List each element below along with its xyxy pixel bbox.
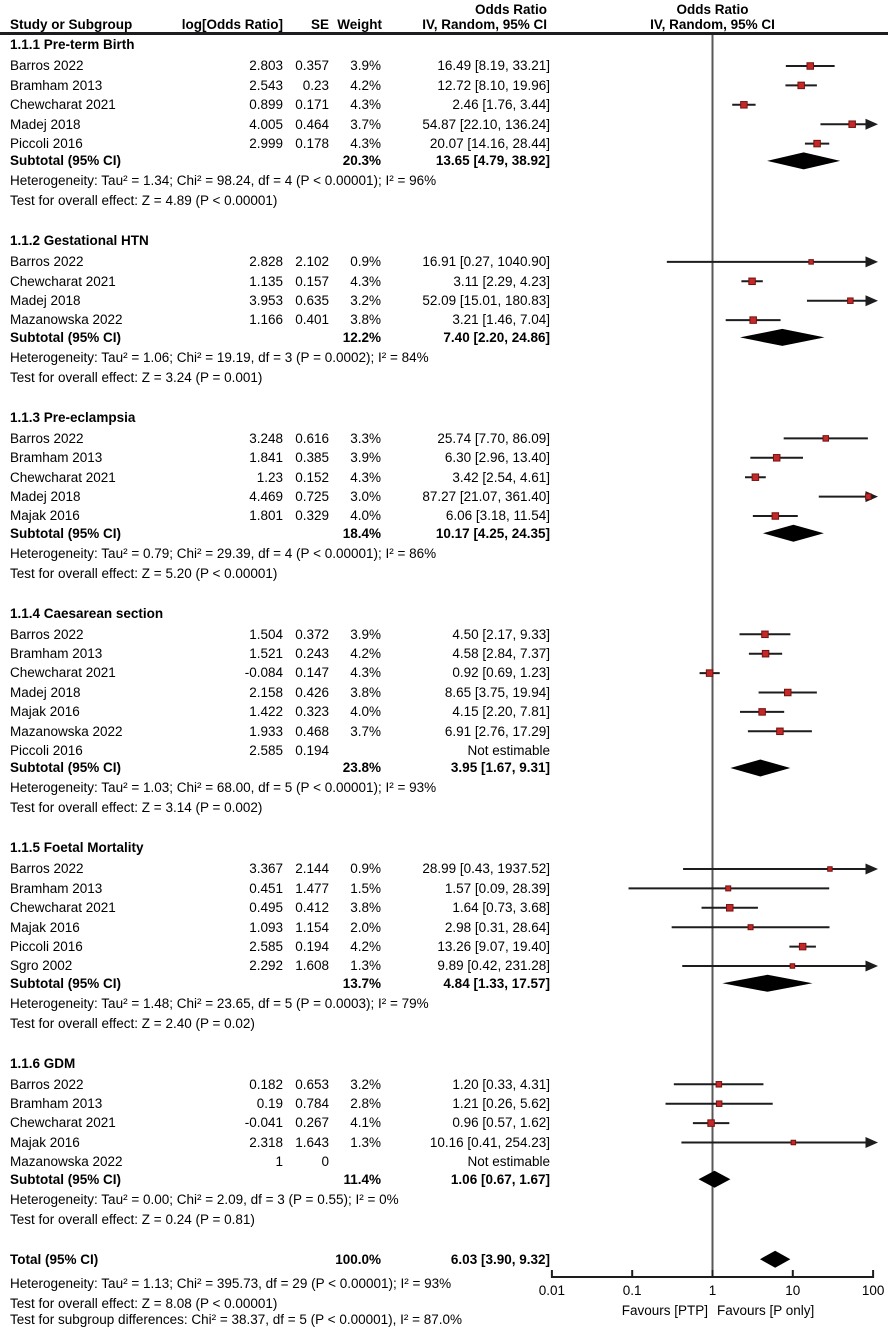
study-label: Madej 2018: [10, 293, 81, 308]
ci-value: 54.87 [22.10, 136.24]: [422, 116, 550, 132]
se-value: 0.194: [295, 938, 329, 954]
total-overall-effect-text: Test for overall effect: Z = 8.08 (P < 0.00001): [10, 1296, 278, 1312]
heterogeneity-text: Heterogeneity: Tau² = 1.03; Chi² = 68.00, df = 5 (P < 0.00001); I² = 93%: [10, 780, 437, 796]
study-label: Bramham 2013: [10, 1096, 103, 1111]
weight-value: 4.2%: [350, 938, 381, 954]
ci-value: 28.99 [0.43, 1937.52]: [422, 861, 550, 877]
ci-value: 16.49 [8.19, 33.21]: [437, 58, 550, 74]
ci-value: 1.20 [0.33, 4.31]: [452, 1076, 550, 1092]
log-odds-ratio-value: -0.084: [244, 665, 283, 681]
weight-value: 4.3%: [350, 665, 381, 681]
log-odds-ratio-value: 2.803: [249, 58, 283, 74]
total-ci: 6.03 [3.90, 9.32]: [450, 1251, 550, 1267]
se-value: 0.194: [295, 743, 329, 758]
col-header-iv-random-ci: IV, Random, 95% CI: [422, 17, 547, 32]
se-value: 0.267: [295, 1115, 329, 1131]
se-value: 0.412: [295, 900, 329, 916]
ci-value: 10.16 [0.41, 254.23]: [429, 1134, 550, 1150]
se-value: 0.329: [295, 508, 329, 524]
study-label: Mazanowska 2022: [10, 1154, 123, 1170]
se-value: 0.357: [295, 58, 329, 74]
favours-left-label: Favours [PTP]: [621, 1303, 708, 1319]
se-value: 0.372: [295, 626, 329, 642]
heterogeneity-text: Heterogeneity: Tau² = 1.34; Chi² = 98.24, df = 4 (P < 0.00001); I² = 96%: [10, 173, 437, 189]
ci-value: 52.09 [15.01, 180.83]: [422, 293, 550, 308]
log-odds-ratio-value: 0.899: [249, 97, 283, 113]
plot-header-iv-random-ci: IV, Random, 95% CI: [650, 17, 775, 32]
log-odds-ratio-value: -0.041: [244, 1115, 283, 1131]
subgroup-differences-text: Test for subgroup differences: Chi² = 38.37, df = 5 (P < 0.00001), I² = 87.0%: [10, 1311, 463, 1327]
ci-value: Not estimable: [467, 1154, 550, 1170]
se-value: 1.477: [295, 880, 329, 896]
weight-value: 1.5%: [350, 880, 381, 896]
se-value: 0.401: [295, 312, 329, 328]
section-title: 1.1.6 GDM: [10, 1055, 76, 1071]
se-value: 1.154: [295, 919, 329, 935]
study-label: Bramham 2013: [10, 77, 103, 93]
study-label: Majak 2016: [10, 508, 80, 524]
log-odds-ratio-value: 3.248: [249, 430, 283, 446]
se-value: 0.178: [295, 135, 329, 151]
study-label: Mazanowska 2022: [10, 312, 123, 328]
study-label: Piccoli 2016: [10, 938, 83, 954]
log-odds-ratio-value: 1.23: [256, 469, 283, 485]
se-value: 0.635: [295, 293, 329, 308]
log-odds-ratio-value: 2.999: [249, 135, 283, 151]
log-odds-ratio-value: 1.093: [249, 919, 283, 935]
section-title: 1.1.1 Pre-term Birth: [10, 37, 135, 53]
table-odds-ratio-title: Odds Ratio: [474, 2, 547, 17]
overall-effect-text: Test for overall effect: Z = 5.20 (P < 0.00001): [10, 565, 278, 581]
weight-value: 3.7%: [350, 116, 381, 132]
log-odds-ratio-value: 2.158: [249, 684, 283, 700]
ci-value: 4.58 [2.84, 7.37]: [452, 646, 550, 661]
heterogeneity-text: Heterogeneity: Tau² = 1.06; Chi² = 19.19, df = 3 (P = 0.0002); I² = 84%: [10, 349, 429, 365]
se-value: 0.426: [295, 684, 329, 700]
overall-effect-text: Test for overall effect: Z = 3.14 (P = 0.002): [10, 800, 263, 816]
weight-value: 4.3%: [350, 97, 381, 113]
total-label: Total (95% CI): [10, 1251, 99, 1267]
x-axis-tick-label: 1: [708, 1283, 717, 1299]
log-odds-ratio-value: 1.521: [249, 646, 283, 661]
col-header-se: SE: [310, 17, 329, 32]
total-heterogeneity-text: Heterogeneity: Tau² = 1.13; Chi² = 395.73, df = 29 (P < 0.00001); I² = 93%: [10, 1276, 452, 1292]
x-axis-tick-label: 0.1: [622, 1283, 642, 1299]
study-label: Majak 2016: [10, 919, 80, 935]
se-value: 1.643: [295, 1134, 329, 1150]
col-header-log-odds-ratio: log[Odds Ratio]: [181, 17, 283, 32]
study-label: Mazanowska 2022: [10, 723, 123, 739]
ci-value: 3.21 [1.46, 7.04]: [452, 312, 550, 328]
study-label: Piccoli 2016: [10, 743, 83, 758]
se-value: 2.144: [295, 861, 329, 877]
x-axis-tick-label: 0.01: [538, 1283, 566, 1299]
study-label: Barros 2022: [10, 430, 84, 446]
subtotal-label: Subtotal (95% CI): [10, 1171, 122, 1187]
weight-value: 3.9%: [350, 626, 381, 642]
log-odds-ratio-value: 2.543: [249, 77, 283, 93]
ci-value: 9.89 [0.42, 231.28]: [437, 958, 550, 974]
study-label: Chewcharat 2021: [10, 97, 116, 113]
se-value: 0.171: [295, 97, 329, 113]
study-label: Chewcharat 2021: [10, 900, 116, 916]
log-odds-ratio-value: 1.166: [249, 312, 283, 328]
study-label: Bramham 2013: [10, 646, 103, 661]
col-header-study: Study or Subgroup: [10, 17, 133, 32]
subtotal-label: Subtotal (95% CI): [10, 975, 122, 991]
study-label: Majak 2016: [10, 704, 80, 720]
section-title: 1.1.3 Pre-eclampsia: [10, 409, 136, 425]
log-odds-ratio-value: 1.933: [249, 723, 283, 739]
study-label: Barros 2022: [10, 254, 84, 270]
subtotal-ci: 1.06 [0.67, 1.67]: [450, 1171, 550, 1187]
weight-value: 3.8%: [350, 900, 381, 916]
heterogeneity-text: Heterogeneity: Tau² = 1.48; Chi² = 23.65, df = 5 (P = 0.0003); I² = 79%: [10, 995, 429, 1011]
ci-value: 12.72 [8.10, 19.96]: [437, 77, 550, 93]
se-value: 0.468: [295, 723, 329, 739]
log-odds-ratio-value: 1.841: [249, 450, 283, 466]
log-odds-ratio-value: 1.504: [249, 626, 283, 642]
favours-right-label: Favours [P only]: [717, 1303, 815, 1319]
section-title: 1.1.5 Foetal Mortality: [10, 840, 144, 856]
heterogeneity-text: Heterogeneity: Tau² = 0.79; Chi² = 29.39, df = 4 (P < 0.00001); I² = 86%: [10, 545, 437, 561]
study-label: Barros 2022: [10, 626, 84, 642]
ci-value: 13.26 [9.07, 19.40]: [437, 938, 550, 954]
ci-value: 1.57 [0.09, 28.39]: [444, 880, 550, 896]
study-label: Chewcharat 2021: [10, 665, 116, 681]
subtotal-weight: 20.3%: [342, 153, 381, 169]
weight-value: 4.3%: [350, 273, 381, 289]
ci-value: 87.27 [21.07, 361.40]: [422, 488, 550, 504]
study-label: Piccoli 2016: [10, 135, 83, 151]
ci-value: 8.65 [3.75, 19.94]: [444, 684, 550, 700]
ci-value: 4.15 [2.20, 7.81]: [452, 704, 550, 720]
log-odds-ratio-value: 0.19: [256, 1096, 283, 1111]
overall-effect-text: Test for overall effect: Z = 0.24 (P = 0.81): [10, 1211, 255, 1227]
weight-value: 3.2%: [350, 1076, 381, 1092]
study-label: Madej 2018: [10, 684, 81, 700]
se-value: 0.725: [295, 488, 329, 504]
se-value: 0.385: [295, 450, 329, 466]
log-odds-ratio-value: 1.135: [249, 273, 283, 289]
log-odds-ratio-value: 1: [275, 1154, 283, 1170]
log-odds-ratio-value: 2.585: [249, 938, 283, 954]
weight-value: 3.9%: [350, 58, 381, 74]
se-value: 0.784: [295, 1096, 329, 1111]
study-label: Bramham 2013: [10, 880, 103, 896]
study-label: Madej 2018: [10, 488, 81, 504]
study-label: Majak 2016: [10, 1134, 80, 1150]
study-label: Barros 2022: [10, 58, 84, 74]
section-title: 1.1.2 Gestational HTN: [10, 233, 149, 249]
ci-value: 4.50 [2.17, 9.33]: [452, 626, 550, 642]
study-label: Chewcharat 2021: [10, 1115, 116, 1131]
subtotal-weight: 11.4%: [343, 1171, 381, 1187]
subtotal-ci: 10.17 [4.25, 24.35]: [435, 525, 550, 541]
log-odds-ratio-value: 2.585: [249, 743, 283, 758]
ci-value: 6.30 [2.96, 13.40]: [444, 450, 550, 466]
se-value: 0.243: [295, 646, 329, 661]
study-label: Barros 2022: [10, 1076, 84, 1092]
study-label: Bramham 2013: [10, 450, 103, 466]
study-label: Chewcharat 2021: [10, 273, 116, 289]
weight-value: 1.3%: [350, 1134, 381, 1150]
study-label: Chewcharat 2021: [10, 469, 116, 485]
study-label: Sgro 2002: [10, 958, 73, 974]
log-odds-ratio-value: 1.801: [249, 508, 283, 524]
x-axis-tick-label: 100: [861, 1283, 885, 1299]
section-title: 1.1.4 Caesarean section: [10, 605, 164, 621]
ci-value: 20.07 [14.16, 28.44]: [429, 135, 550, 151]
ci-value: 1.64 [0.73, 3.68]: [452, 900, 550, 916]
log-odds-ratio-value: 0.451: [249, 880, 283, 896]
ci-value: 0.96 [0.57, 1.62]: [452, 1115, 550, 1131]
log-odds-ratio-value: 2.318: [249, 1134, 283, 1150]
log-odds-ratio-value: 3.367: [249, 861, 283, 877]
log-odds-ratio-value: 2.828: [249, 254, 283, 270]
overall-effect-text: Test for overall effect: Z = 4.89 (P < 0.00001): [10, 193, 278, 209]
subtotal-ci: 3.95 [1.67, 9.31]: [450, 760, 550, 776]
se-value: 0.653: [295, 1076, 329, 1092]
weight-value: 3.3%: [350, 430, 381, 446]
subtotal-weight: 23.8%: [342, 760, 381, 776]
se-value: 0.147: [295, 665, 329, 681]
weight-value: 3.8%: [350, 312, 381, 328]
study-label: Barros 2022: [10, 861, 84, 877]
weight-value: 3.7%: [350, 723, 381, 739]
weight-value: 4.1%: [350, 1115, 381, 1131]
se-value: 0.23: [302, 77, 329, 93]
ci-value: 2.46 [1.76, 3.44]: [452, 97, 550, 113]
subtotal-label: Subtotal (95% CI): [10, 329, 122, 345]
overall-effect-text: Test for overall effect: Z = 2.40 (P = 0.02): [10, 1015, 255, 1031]
subtotal-ci: 4.84 [1.33, 17.57]: [443, 975, 550, 991]
x-axis-tick-label: 10: [785, 1283, 801, 1299]
total-weight: 100.0%: [335, 1251, 381, 1267]
log-odds-ratio-value: 0.495: [249, 900, 283, 916]
subtotal-label: Subtotal (95% CI): [10, 525, 122, 541]
log-odds-ratio-value: 2.292: [249, 958, 283, 974]
weight-value: 2.8%: [350, 1096, 381, 1111]
weight-value: 0.9%: [350, 861, 381, 877]
ci-value: 1.21 [0.26, 5.62]: [452, 1096, 550, 1111]
weight-value: 3.8%: [350, 684, 381, 700]
se-value: 0.464: [295, 116, 329, 132]
weight-value: 4.2%: [350, 77, 381, 93]
weight-value: 0.9%: [350, 254, 381, 270]
ci-value: 0.92 [0.69, 1.23]: [452, 665, 550, 681]
subtotal-label: Subtotal (95% CI): [10, 153, 122, 169]
weight-value: 4.3%: [350, 135, 381, 151]
heterogeneity-text: Heterogeneity: Tau² = 0.00; Chi² = 2.09, df = 3 (P = 0.55); I² = 0%: [10, 1191, 399, 1207]
weight-value: 3.2%: [350, 293, 381, 308]
subtotal-weight: 12.2%: [342, 329, 381, 345]
weight-value: 2.0%: [350, 919, 381, 935]
ci-value: 2.98 [0.31, 28.64]: [444, 919, 550, 935]
log-odds-ratio-value: 0.182: [249, 1076, 283, 1092]
weight-value: 3.0%: [350, 488, 381, 504]
weight-value: 4.2%: [350, 646, 381, 661]
log-odds-ratio-value: 3.953: [249, 293, 283, 308]
plot-odds-ratio-title: Odds Ratio: [676, 2, 749, 17]
subtotal-label: Subtotal (95% CI): [10, 760, 122, 776]
se-value: 0.616: [295, 430, 329, 446]
subtotal-ci: 13.65 [4.79, 38.92]: [435, 153, 550, 169]
weight-value: 4.0%: [350, 704, 381, 720]
subtotal-weight: 13.7%: [342, 975, 381, 991]
se-value: 0: [321, 1154, 329, 1170]
log-odds-ratio-value: 1.422: [249, 704, 283, 720]
se-value: 0.157: [295, 273, 329, 289]
se-value: 2.102: [295, 254, 329, 270]
subtotal-ci: 7.40 [2.20, 24.86]: [443, 329, 550, 345]
log-odds-ratio-value: 4.005: [249, 116, 283, 132]
weight-value: 4.3%: [350, 469, 381, 485]
ci-value: 6.91 [2.76, 17.29]: [444, 723, 550, 739]
log-odds-ratio-value: 4.469: [249, 488, 283, 504]
overall-effect-text: Test for overall effect: Z = 3.24 (P = 0.001): [10, 369, 263, 385]
col-header-weight: Weight: [337, 17, 382, 32]
ci-value: 3.11 [2.29, 4.23]: [453, 273, 550, 289]
ci-value: 16.91 [0.27, 1040.90]: [422, 254, 550, 270]
weight-value: 4.0%: [350, 508, 381, 524]
study-label: Madej 2018: [10, 116, 81, 132]
ci-value: 6.06 [3.18, 11.54]: [445, 508, 550, 524]
ci-value: Not estimable: [467, 743, 550, 758]
se-value: 0.152: [295, 469, 329, 485]
ci-value: 3.42 [2.54, 4.61]: [452, 469, 550, 485]
se-value: 1.608: [295, 958, 329, 974]
subtotal-weight: 18.4%: [342, 525, 381, 541]
weight-value: 3.9%: [350, 450, 381, 466]
se-value: 0.323: [295, 704, 329, 720]
ci-value: 25.74 [7.70, 86.09]: [437, 430, 550, 446]
weight-value: 1.3%: [350, 958, 381, 974]
